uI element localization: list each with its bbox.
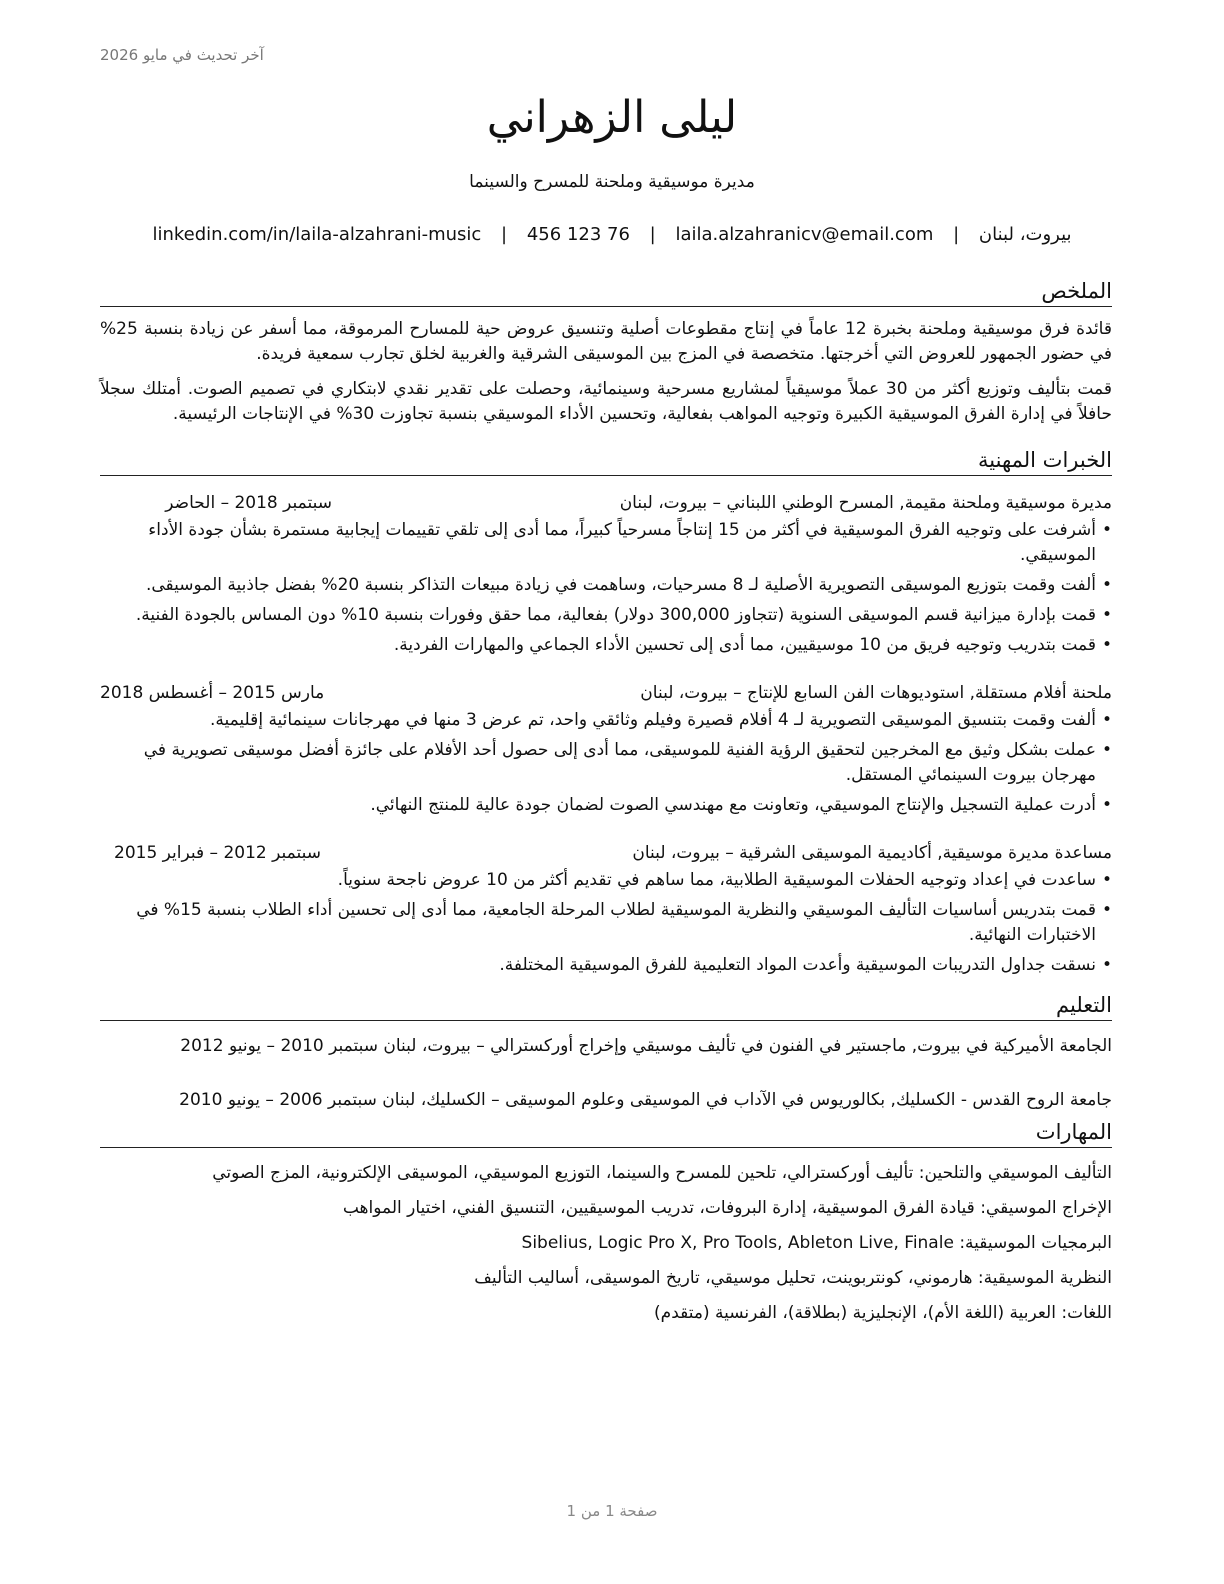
summary-paragraph: قائدة فرق موسيقية وملحنة بخبرة 12 عاماً في إنتاج مقطوعات أصلية وتنسيق عروض حية للمسارح المرموقة، مما أسفر عن زيادة بنسبة 25% في حضور الجمهور للعروض التي أخرجتها. متخصصة في المزج بين الموسيقى الشرقية والغربية لخلق تجارب سمعية فريدة. [100, 319, 1112, 364]
job-bullet: • ألفت وقمت بتنسيق الموسيقى التصويرية لـ 4 أفلام قصيرة وفيلم وثائقي واحد، تم عرض 3 منها في مهرجانات سينمائية إقليمية. [100, 708, 1112, 733]
contact-line [0, 224, 1224, 245]
candidate-name: ليلى الزهراني [486, 92, 738, 143]
job-role: مساعدة مديرة موسيقية, أكاديمية الموسيقى الشرقية – بيروت، لبنان [632, 843, 1112, 863]
job-bullet: • نسقت جداول التدريبات الموسيقية وأعدت المواد التعليمية للفرق الموسيقية المختلفة. [100, 953, 1112, 978]
skill-row: الإخراج الموسيقي: قيادة الفرق الموسيقية، إدارة البروفات، تدريب الموسيقيين، التنسيق الفني، اختيار المواهب [342, 1198, 1112, 1218]
skills-list [100, 1160, 1112, 1326]
experience-heading: الخبرات المهنية [100, 445, 1112, 476]
contact-separator: | [649, 224, 656, 245]
job-dates: مارس 2015 – أغسطس 2018 [100, 683, 325, 703]
education-entry: الجامعة الأميركية في بيروت, ماجستير في الفنون في تأليف موسيقي وإخراج أوركسترالي – بيروت، لبنان سبتمبر 2010 – يونيو 2012 [180, 1036, 1112, 1056]
last-updated: آخر تحديث في مايو 2026 [100, 46, 264, 64]
job-dates: سبتمبر 2012 – فبراير 2015 [114, 843, 321, 863]
job-bullet: • قمت بتدريب وتوجيه فريق من 10 موسيقيين، مما أدى إلى تحسين الأداء الجماعي والمهارات الفردية. [100, 633, 1112, 658]
job-role: مديرة موسيقية وملحنة مقيمة, المسرح الوطني اللبناني – بيروت، لبنان [619, 493, 1112, 513]
job-bullet: • ألفت وقمت بتوزيع الموسيقى التصويرية الأصلية لـ 8 مسرحيات، وساهمت في زيادة مبيعات التذاكر بنسبة 20% بفضل جاذبية الموسيقى. [100, 573, 1112, 598]
resume-body [100, 276, 1112, 1335]
contact-email[interactable]: laila.alzahranicv@email.com [675, 224, 934, 245]
contact-phone[interactable]: 456 123 76 [526, 224, 630, 245]
page-number: صفحة 1 من 1 [566, 1502, 658, 1520]
job-entry [100, 680, 1112, 818]
contact-linkedin[interactable]: linkedin.com/in/laila-alzahrani-music [152, 224, 482, 245]
job-entry [100, 840, 1112, 978]
job-bullet: • ساعدت في إعداد وتوجيه الحفلات الموسيقية الطلابية، مما ساهم في تقديم أكثر من 10 عروض ناجحة سنوياً. [100, 868, 1112, 893]
contact-location: بيروت، لبنان [978, 224, 1072, 245]
summary-paragraph: قمت بتأليف وتوزيع أكثر من 30 عملاً موسيقياً لمشاريع مسرحية وسينمائية، وحصلت على تقدير نقدي لابتكاري في تصميم الصوت. أمتلك سجلاً حافلاً في إدارة الفرق الموسيقية الكبيرة وتوجيه المواهب بفعالية، وتحسين الأداء الموسيقي بنسبة تجاوزت 30% في الإنتاجات الرئيسية. [100, 379, 1112, 424]
job-bullet: • قمت بإدارة ميزانية قسم الموسيقى السنوية (تتجاوز 300,000 دولار) بفعالية، مما حقق وفورات بنسبة 10% دون المساس بالجودة الفنية. [100, 603, 1112, 628]
skill-row: البرمجيات الموسيقية: Sibelius, Logic Pro X, Pro Tools, Ableton Live, Finale [521, 1233, 1112, 1253]
job-entry [100, 490, 1112, 658]
job-bullet: • عملت بشكل وثيق مع المخرجين لتحقيق الرؤية الفنية للموسيقى، مما أدى إلى حصول أحد الأفلام على جائزة أفضل موسيقى تصويرية في مهرجان بيروت السينمائي المستقل. [100, 738, 1112, 788]
skills-heading: المهارات [100, 1117, 1112, 1148]
skill-row: التأليف الموسيقي والتلحين: تأليف أوركسترالي، تلحين للمسرح والسينما، التوزيع الموسيقي، الموسيقى الإلكترونية، المزج الصوتي [212, 1163, 1112, 1183]
contact-separator: | [501, 224, 508, 245]
contact-separator: | [953, 224, 960, 245]
education-entry: جامعة الروح القدس - الكسليك, بكالوريوس في الآداب في الموسيقى وعلوم الموسيقى – الكسليك، لبنان سبتمبر 2006 – يونيو 2010 [179, 1090, 1112, 1110]
skill-row: اللغات: العربية (اللغة الأم)، الإنجليزية (بطلاقة)، الفرنسية (متقدم) [654, 1303, 1112, 1323]
job-bullet: • قمت بتدريس أساسيات التأليف الموسيقي والنظرية الموسيقية لطلاب المرحلة الجامعية، مما أدى إلى تحسين أداء الطلاب بنسبة 15% في الاختبارات النهائية. [100, 898, 1112, 948]
education-heading: التعليم [100, 990, 1112, 1021]
skill-row: النظرية الموسيقية: هارموني، كونتربوينت، تحليل موسيقي، تاريخ الموسيقى، أساليب التأليف [474, 1268, 1112, 1288]
job-bullet: • أشرفت على وتوجيه الفرق الموسيقية في أكثر من 15 إنتاجاً مسرحياً كبيراً، مما أدى إلى تلقي تقييمات إيجابية مستمرة بشأن جودة الأداء الموسيقي. [100, 518, 1112, 568]
job-dates: سبتمبر 2018 – الحاضر [165, 493, 332, 513]
job-bullet: • أدرت عملية التسجيل والإنتاج الموسيقي، وتعاونت مع مهندسي الصوت لضمان جودة عالية للمنتج النهائي. [100, 793, 1112, 818]
job-role: ملحنة أفلام مستقلة, استوديوهات الفن السابع للإنتاج – بيروت، لبنان [640, 683, 1112, 703]
summary-heading: الملخص [100, 276, 1112, 307]
candidate-title: مديرة موسيقية وملحنة للمسرح والسينما [469, 172, 755, 192]
